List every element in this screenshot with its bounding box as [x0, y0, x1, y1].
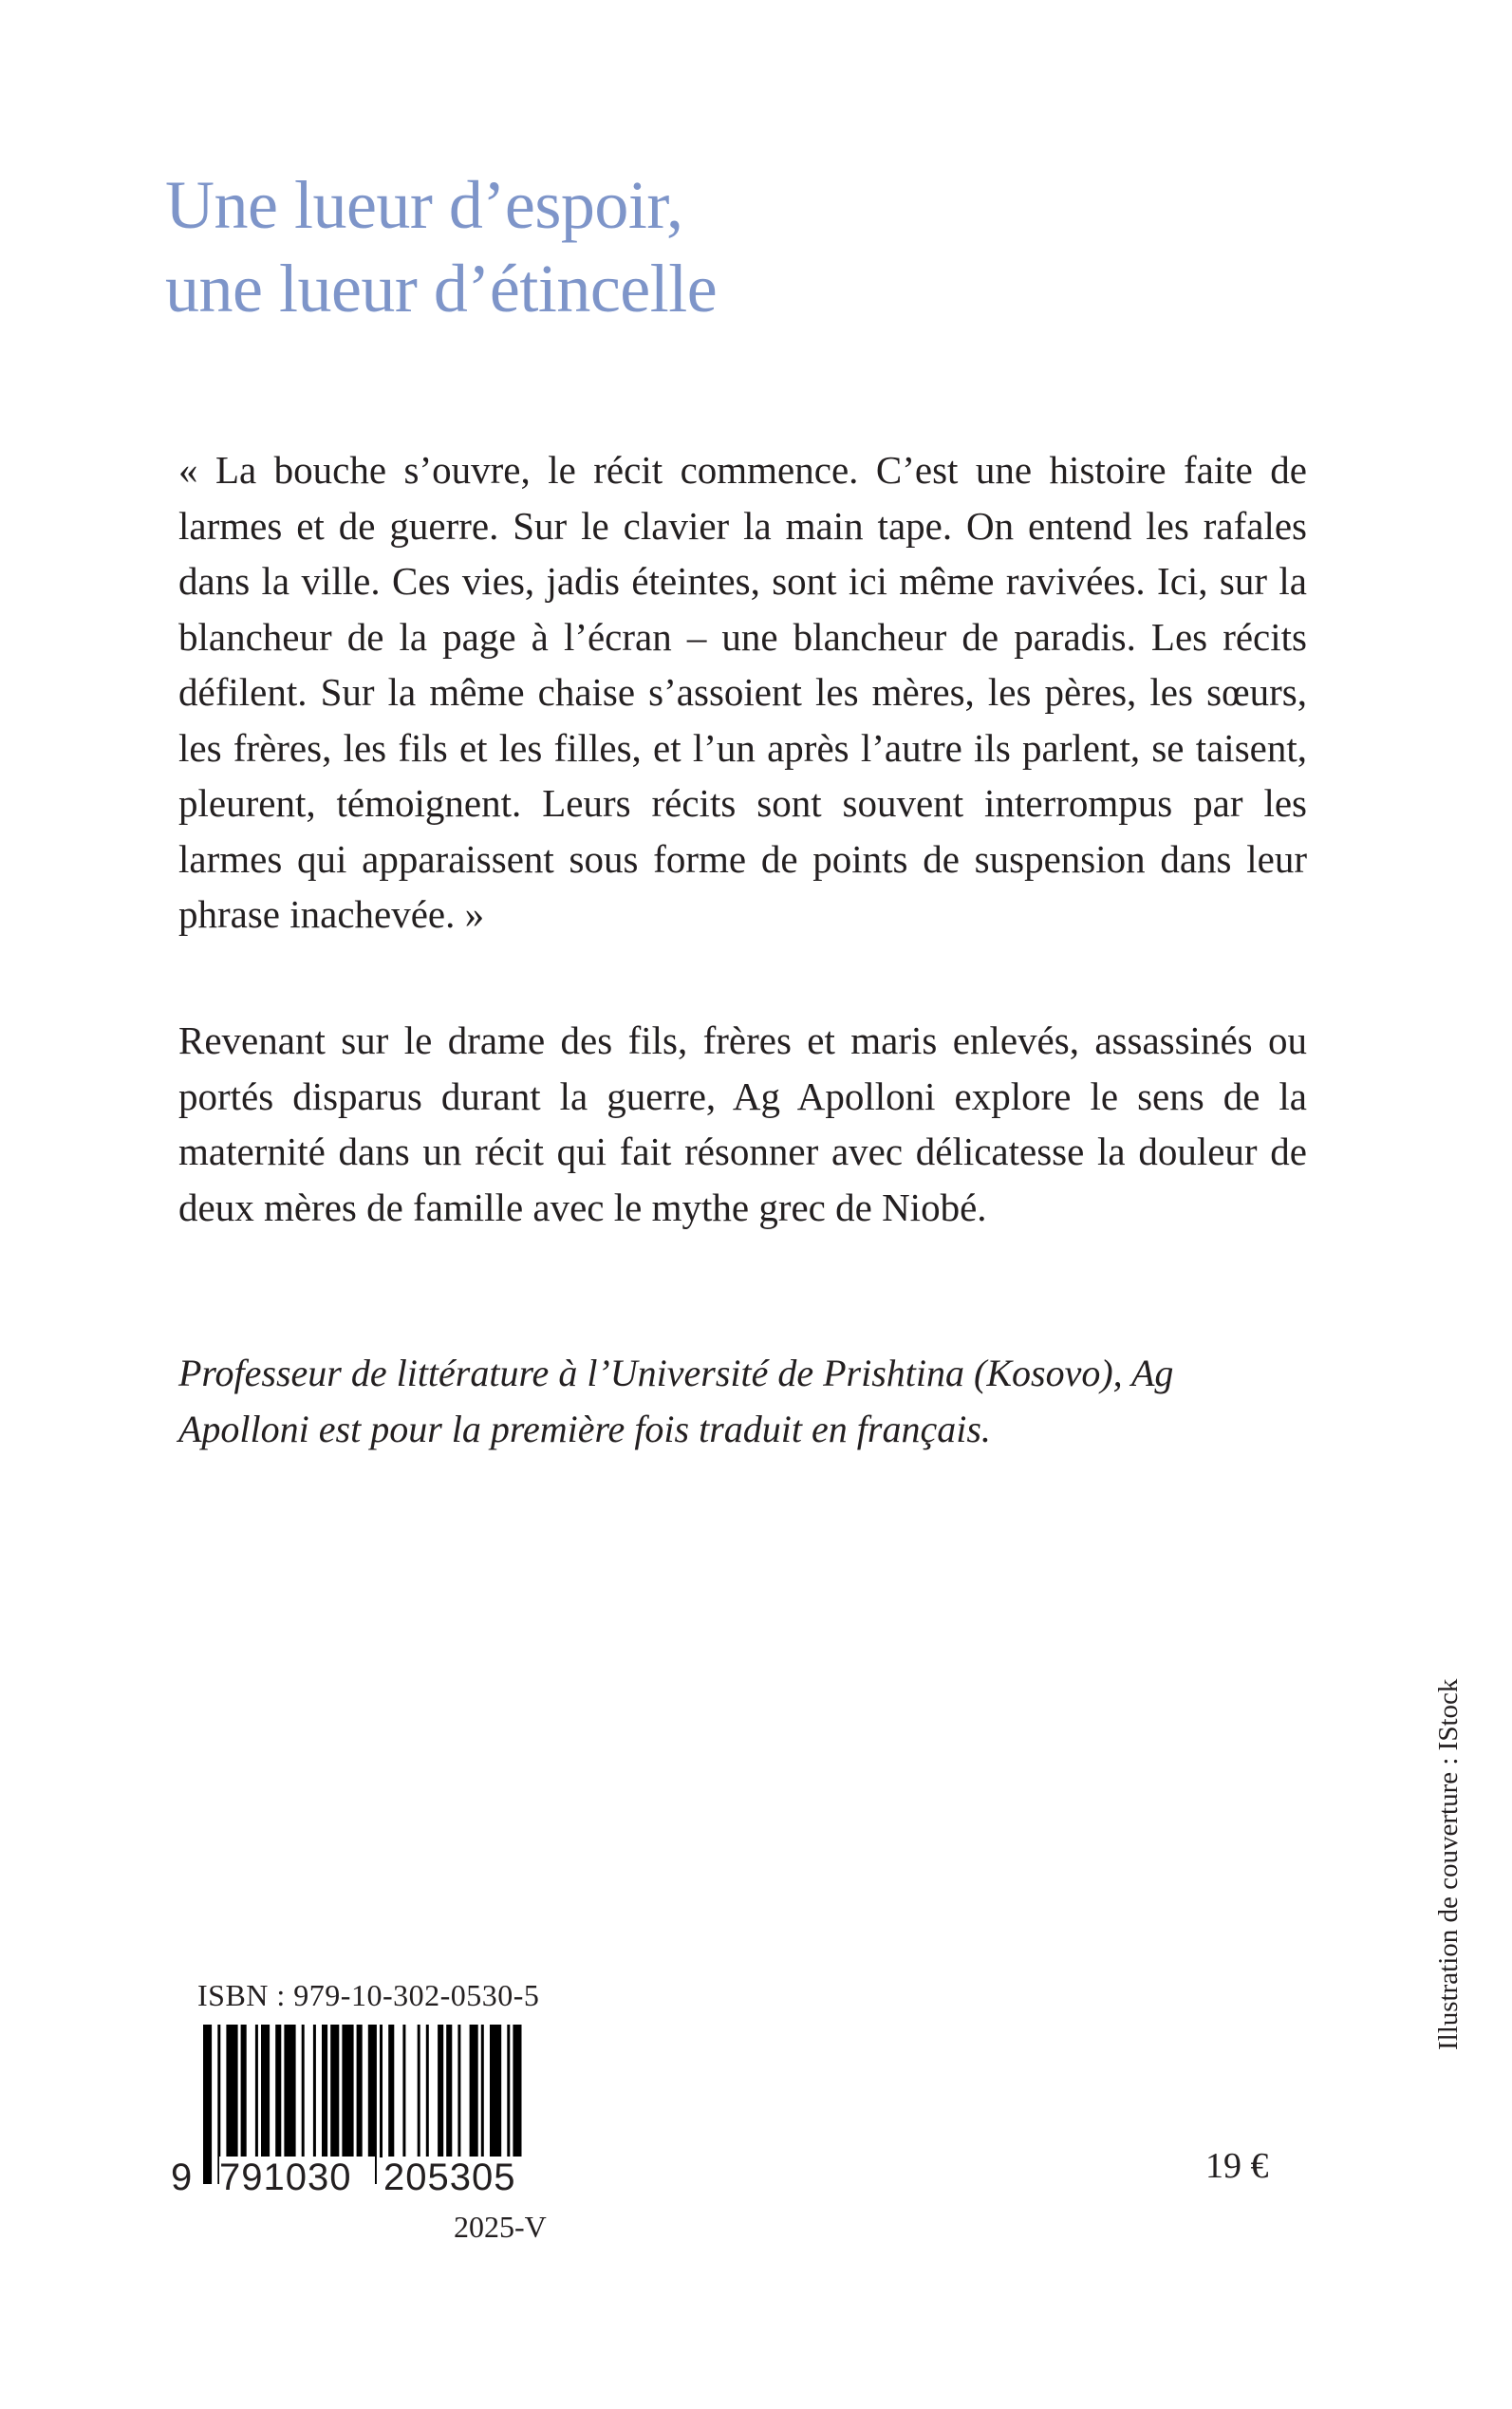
barcode-bar: [203, 2025, 212, 2184]
barcode-bar: [261, 2025, 270, 2157]
price: 19 €: [1205, 2146, 1269, 2186]
barcode-bar: [481, 2025, 484, 2157]
book-title: [165, 163, 717, 330]
barcode-bar: [402, 2025, 405, 2157]
barcode-bar: [438, 2025, 443, 2157]
barcode-bar: [284, 2025, 295, 2157]
book-title-line-1: Une lueur d’espoir,: [165, 167, 683, 243]
edition-code: 2025-V: [454, 2210, 547, 2244]
barcode-bar: [380, 2025, 383, 2157]
barcode-bar: [342, 2025, 353, 2157]
barcode-bar: [507, 2025, 510, 2157]
book-title-line-2: une lueur d’étincelle: [165, 251, 718, 327]
barcode-bar: [357, 2025, 363, 2157]
barcode-bar: [255, 2025, 258, 2157]
barcode-digit-prefix: 9: [171, 2157, 193, 2198]
barcode-bar: [446, 2025, 452, 2157]
excerpt-quote: « La bouche s’ouvre, le récit commence. C’est une histoire faite de larmes et de guerre. Sur le clavier la main tape. On entend les rafales dans la ville. Ces vies, jadis éteintes, sont ici même ravivées. Ici, sur la blancheur de la page à l’écran – une blancheur de paradis. Les récits défilent. Sur la même chaise s’assoient les mères, les pères, les sœurs, les frères, les fils et les filles, et l’un après l’autre ils parlent, se taisent, pleurent, témoignent. Leurs récits sont souvent interrompus par les larmes qui apparaissent sous forme de points de suspension dans leur phrase inachevée. »: [178, 448, 1307, 936]
barcode-bar: [302, 2025, 305, 2157]
barcode-bar: [490, 2025, 501, 2157]
barcode-bar: [330, 2025, 339, 2157]
author-bio: Professeur de littérature à l’Université de Prishtina (Kosovo), Ag Apolloni est pour la première fois traduit en français.: [178, 1352, 1174, 1450]
barcode-bar: [470, 2025, 478, 2157]
isbn-label: ISBN : 979-10-302-0530-5: [197, 1978, 540, 2012]
barcode-bar: [313, 2025, 316, 2157]
barcode-bar: [241, 2025, 247, 2157]
barcode-bar: [388, 2025, 394, 2157]
book-summary: Revenant sur le drame des fils, frères et maris enlevés, assassinés ou portés disparus durant la guerre, Ag Apolloni explore le sens de la maternité dans un récit qui fait résonner avec délicatesse la douleur de deux mères de famille avec le mythe grec de Niobé.: [178, 1018, 1307, 1229]
barcode-bar: [418, 2025, 420, 2157]
barcode-digits-left: 791030: [219, 2157, 375, 2198]
barcode-digits-right: 205305: [383, 2157, 541, 2198]
barcode-bar: [457, 2025, 460, 2157]
barcode-bar: [275, 2025, 281, 2157]
barcode-bar: [426, 2025, 429, 2157]
barcode-bar: [226, 2025, 237, 2157]
barcode-bar: [322, 2025, 327, 2157]
cover-illustration-credit: Illustration de couverture : IStock: [1433, 1678, 1464, 2050]
